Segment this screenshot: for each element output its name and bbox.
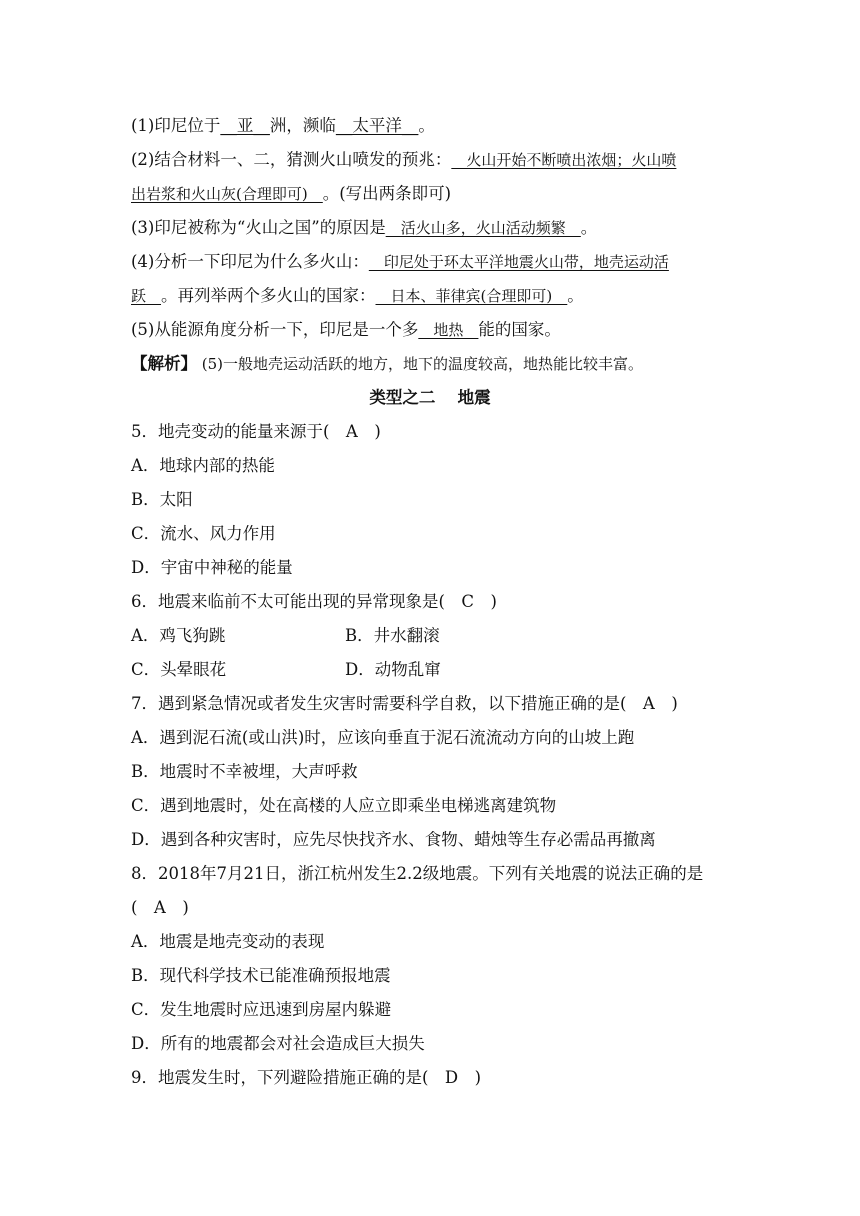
- q5-option-a: A．地球内部的热能: [131, 456, 275, 475]
- q6-option-d: D．动物乱窜: [345, 660, 441, 679]
- analysis-text: (5)一般地壳运动活跃的地方，地下的温度较高，地热能比较丰富。: [197, 355, 644, 373]
- q4-sub2-answer-cont: 出岩浆和火山灰(合理即可)__: [131, 185, 323, 203]
- q4-sub4-text: (4)分析一下印尼为什么多火山：: [131, 252, 369, 271]
- q4-sub2-text: (2)结合材料一、二，猜测火山喷发的预兆：: [131, 150, 452, 169]
- q5-option-b: B．太阳: [131, 490, 193, 509]
- analysis: [131, 350, 643, 374]
- q4-sub3-period: 。: [580, 218, 598, 237]
- q4-sub2-answer: __火山开始不断喷出浓烟；火山喷: [451, 151, 677, 169]
- q9-stem: 9．地震发生时，下列避险措施正确的是( D ): [131, 1068, 482, 1087]
- q7-option-a: A．遇到泥石流(或山洪)时，应该向垂直于泥石流流动方向的山坡上跑: [131, 728, 635, 747]
- q5-option-d: D．宇宙中神秘的能量: [131, 558, 293, 577]
- q4-sub2-note: 。(写出两条即可): [322, 184, 452, 203]
- q7-option-c: C．遇到地震时，处在高楼的人应立即乘坐电梯逃离建筑物: [131, 796, 557, 815]
- q4-sub3: [131, 214, 597, 238]
- q4-sub4-answer-cont: 跃__: [131, 287, 162, 305]
- q6-option-a: A．鸡飞狗跳: [131, 626, 226, 645]
- q4-sub5-text-2: 能的国家。: [478, 320, 561, 339]
- q4-sub2: [131, 146, 676, 170]
- q4-sub3-answer: __活火山多，火山活动频繁__: [385, 219, 581, 237]
- q4-sub1-answer-ocean: __太平洋__: [335, 116, 419, 135]
- q4-sub2-cont: [131, 180, 451, 204]
- q8-option-a: A．地震是地壳变动的表现: [131, 932, 325, 951]
- q4-sub1-answer-continent: __亚__: [220, 116, 270, 135]
- q6-option-b: B．井水翻滚: [345, 626, 440, 645]
- q4-sub1-period: 。: [418, 116, 435, 135]
- q4-sub3-text: (3)印尼被称为“火山之国”的原因是: [131, 218, 386, 237]
- section-title: 类型之二 地震: [369, 388, 491, 407]
- q5-option-c: C．流水、风力作用: [131, 524, 276, 543]
- q7-option-b: B．地震时不幸被埋，大声呼救: [131, 762, 358, 781]
- q7-stem: 7．遇到紧急情况或者发生灾害时需要科学自救，以下措施正确的是( A ): [131, 694, 678, 713]
- q8-option-d: D．所有的地震都会对社会造成巨大损失: [131, 1034, 425, 1053]
- q4-sub4-cont: [131, 282, 584, 306]
- q4-sub4-text-2: 。再列举两个多火山的国家：: [161, 286, 376, 305]
- q4-sub1-text-2: 洲，濒临: [269, 116, 336, 135]
- q8-stem-line2: ( A ): [131, 898, 189, 917]
- q8-stem-line1: 8．2018年7月21日，浙江杭州发生2.2级地震。下列有关地震的说法正确的是: [131, 864, 704, 883]
- q8-option-b: B．现代科学技术已能准确预报地震: [131, 966, 391, 985]
- q4-sub1: [131, 112, 435, 136]
- q7-option-d: D．遇到各种灾害时，应先尽快找齐水、食物、蜡烛等生存必需品再撤离: [131, 830, 656, 849]
- q6-option-c: C．头晕眼花: [131, 660, 227, 679]
- q8-option-c: C．发生地震时应迅速到房屋内躲避: [131, 1000, 392, 1019]
- q4-sub4-period: 。: [567, 286, 584, 305]
- q4-sub5-answer: __地热__: [418, 321, 479, 339]
- q4-sub4: [131, 248, 669, 272]
- q4-sub4-answer: __印尼处于环太平洋地震火山带，地壳运动活: [368, 253, 669, 271]
- analysis-label: 【解析】: [131, 354, 197, 373]
- q5-stem: 5．地壳变动的能量来源于( A ): [131, 422, 381, 441]
- q4-sub4-answer-countries: __日本、菲律宾(合理即可)__: [375, 287, 568, 305]
- q4-sub1-text: (1)印尼位于: [131, 116, 221, 135]
- q6-stem: 6．地震来临前不太可能出现的异常现象是( C ): [131, 592, 497, 611]
- q4-sub5-text: (5)从能源角度分析一下，印尼是一个多: [131, 320, 419, 339]
- q4-sub5: [131, 316, 561, 340]
